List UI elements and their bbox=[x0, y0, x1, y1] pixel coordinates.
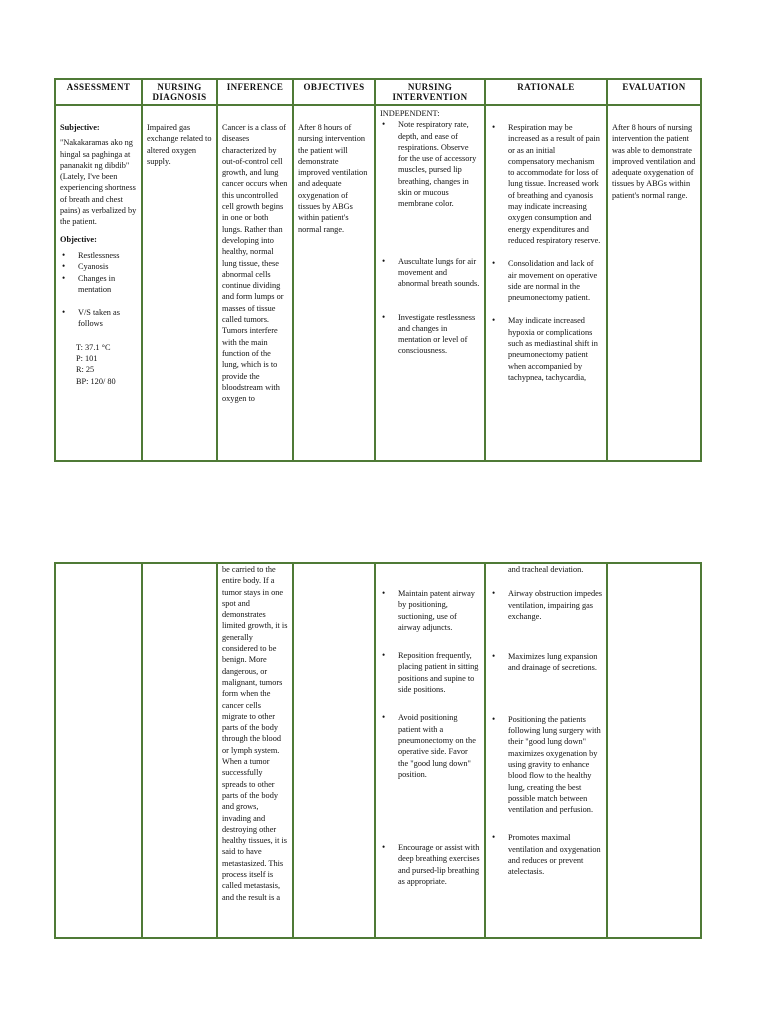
diagnosis-text: Impaired gas exchange related to altered oxygen supply. bbox=[147, 123, 212, 166]
care-plan-table-page-1 bbox=[54, 78, 702, 462]
independent-label: INDEPENDENT: bbox=[380, 109, 440, 118]
diagnosis-cell-empty bbox=[142, 563, 217, 938]
intervention-cell bbox=[375, 563, 485, 938]
vital-signs-item: • V/S taken as follows bbox=[60, 307, 137, 330]
rationale-cell bbox=[485, 105, 607, 461]
inference-text-part-2: be carried to the entire body. If a tumor stays in one spot and demonstrates limited growth, it is generally considered to be benign. More dangerous, or malignant, tumors form when the cancer cells migrate to other parts of the body through the blood or lymph system. When a tumor successfully spreads to other parts of the body and grows, invading and destroying other healthy tissues, it is said to have metastasized. This process itself is called metastasis, and the result is a bbox=[222, 565, 288, 902]
intervention-item: • Encourage or assist with deep breathing exercises and pursed-lip breathing as appropriate. bbox=[380, 842, 480, 887]
intervention-item: • Avoid positioning patient with a pneumonectomy on the operative side. Favor the "good lung down" position. bbox=[380, 712, 480, 780]
vital-temperature: T: 37.1 °C bbox=[76, 342, 111, 352]
vital-pulse: P: 101 bbox=[76, 354, 98, 364]
intervention-item: • Maintain patent airway by positioning, suctioning, use of airway adjuncts. bbox=[380, 588, 480, 633]
objective-item: • Restlessness bbox=[60, 250, 137, 261]
rationale-item: • May indicate increased hypoxia or complications such as mediastinal shift in pneumonectomy patient when accompanied by tachypnea, tachycardia, bbox=[490, 315, 602, 383]
intervention-list bbox=[380, 119, 480, 356]
inference-cell bbox=[217, 563, 293, 938]
header-nursing-intervention: NURSING INTERVENTION bbox=[375, 79, 485, 105]
evaluation-cell-empty bbox=[607, 563, 701, 938]
objectives-text: After 8 hours of nursing intervention the patient will demonstrate improved ventilation and adequate oxygenation of tissues by ABGs within patient's normal range. bbox=[298, 123, 368, 234]
header-row bbox=[55, 79, 701, 105]
intervention-list bbox=[380, 588, 480, 887]
intervention-cell bbox=[375, 105, 485, 461]
intervention-item: • Auscultate lungs for air movement and abnormal breath sounds. bbox=[380, 256, 480, 290]
rationale-item: • Positioning the patients following lung surgery with their "good lung down" maximizes oxygenation by using gravity to enhance blood flow to the healthy lung, creating the best possible match between ventilation and perfusion. bbox=[490, 714, 602, 816]
assessment-cell: Subjective: "Nakakaramas ako ng hingal sa paghinga at pananakit ng dibdib" (Lately, I've been experiencing shortness of breath and chest pains) as verbalized by the patient. Objective: • Restlessness • Cyanosis • Changes in mentation • V/S taken as follows T: 37.1 °C P: 101 R: 25 BP: 120/ 80 bbox=[55, 105, 142, 461]
intervention-item: • Reposition frequently, placing patient in sitting positions and supine to side positions. bbox=[380, 650, 480, 695]
objectives-cell-empty bbox=[293, 563, 375, 938]
intervention-item: • Note respiratory rate, depth, and ease of respirations. Observe for the use of accessory muscles, pursed lip breathing, changes in skin or mucous membrane color. bbox=[380, 119, 480, 209]
header-evaluation: EVALUATION bbox=[607, 79, 701, 105]
rationale-item: • Promotes maximal ventilation and oxygenation and reduces or prevent atelectasis. bbox=[490, 832, 602, 877]
objective-item: • Changes in mentation bbox=[60, 273, 137, 296]
evaluation-text: After 8 hours of nursing intervention the patient was able to demonstrate improved ventilation and adequate oxygenation of tissues by ABGs within patient's normal range. bbox=[612, 123, 696, 200]
rationale-item: • Consolidation and lack of air movement on operative side are normal in the pneumonectomy patient. bbox=[490, 258, 602, 303]
header-rationale: RATIONALE bbox=[485, 79, 607, 105]
intervention-item: • Investigate restlessness and changes in mentation or level of consciousness. bbox=[380, 312, 480, 357]
rationale-list bbox=[490, 122, 602, 383]
care-plan-row-continued bbox=[55, 563, 701, 938]
rationale-item: • Respiration may be increased as a result of pain or as an initial compensatory mechanism to accommodate for loss of lung tissue. Increased work of breathing and cyanosis may indicate increasing oxygen consumption and energy expenditures and reduced respiratory reserve. bbox=[490, 122, 602, 246]
care-plan-row bbox=[55, 105, 701, 461]
header-inference: INFERENCE bbox=[217, 79, 293, 105]
inference-text-part-1: Cancer is a class of diseases characterized by out-of-control cell growth, and lung cancer occurs when this uncontrolled cell growth begins in one or both lungs. Rather than developing into healthy, normal lung tissue, these abnormal cells continue dividing and form lumps or masses of tissue called tumors. Tumors interfere with the main function of the lung, which is to provide the bloodstream with oxygen to bbox=[222, 123, 288, 404]
objective-list bbox=[60, 250, 137, 330]
rationale-continued-text: and tracheal deviation. bbox=[508, 565, 584, 574]
rationale-item: • Maximizes lung expansion and drainage of secretions. bbox=[490, 651, 602, 674]
vital-respiration: R: 25 bbox=[76, 365, 95, 375]
header-nursing-diagnosis: NURSING DIAGNOSIS bbox=[142, 79, 217, 105]
vital-signs-list bbox=[60, 342, 137, 387]
evaluation-cell bbox=[607, 105, 701, 461]
assessment-cell-empty bbox=[55, 563, 142, 938]
subjective-label: Subjective bbox=[60, 123, 97, 132]
objective-label: Objective bbox=[60, 234, 95, 244]
rationale-item: • Airway obstruction impedes ventilation, impairing gas exchange. bbox=[490, 588, 602, 622]
vital-blood-pressure: BP: 120/ 80 bbox=[76, 376, 116, 386]
header-objectives: OBJECTIVES bbox=[293, 79, 375, 105]
objective-item: • Cyanosis bbox=[60, 261, 137, 272]
subjective-text: "Nakakaramas ako ng hingal sa paghinga at pananakit ng dibdib" (Lately, I've been experiencing shortness of breath and chest pains) as verbalized by the patient. bbox=[60, 138, 137, 227]
rationale-cell bbox=[485, 563, 607, 938]
diagnosis-cell bbox=[142, 105, 217, 461]
objectives-cell bbox=[293, 105, 375, 461]
header-assessment: ASSESSMENT bbox=[55, 79, 142, 105]
inference-cell bbox=[217, 105, 293, 461]
rationale-list bbox=[490, 588, 602, 877]
care-plan-table-page-2 bbox=[54, 562, 702, 939]
